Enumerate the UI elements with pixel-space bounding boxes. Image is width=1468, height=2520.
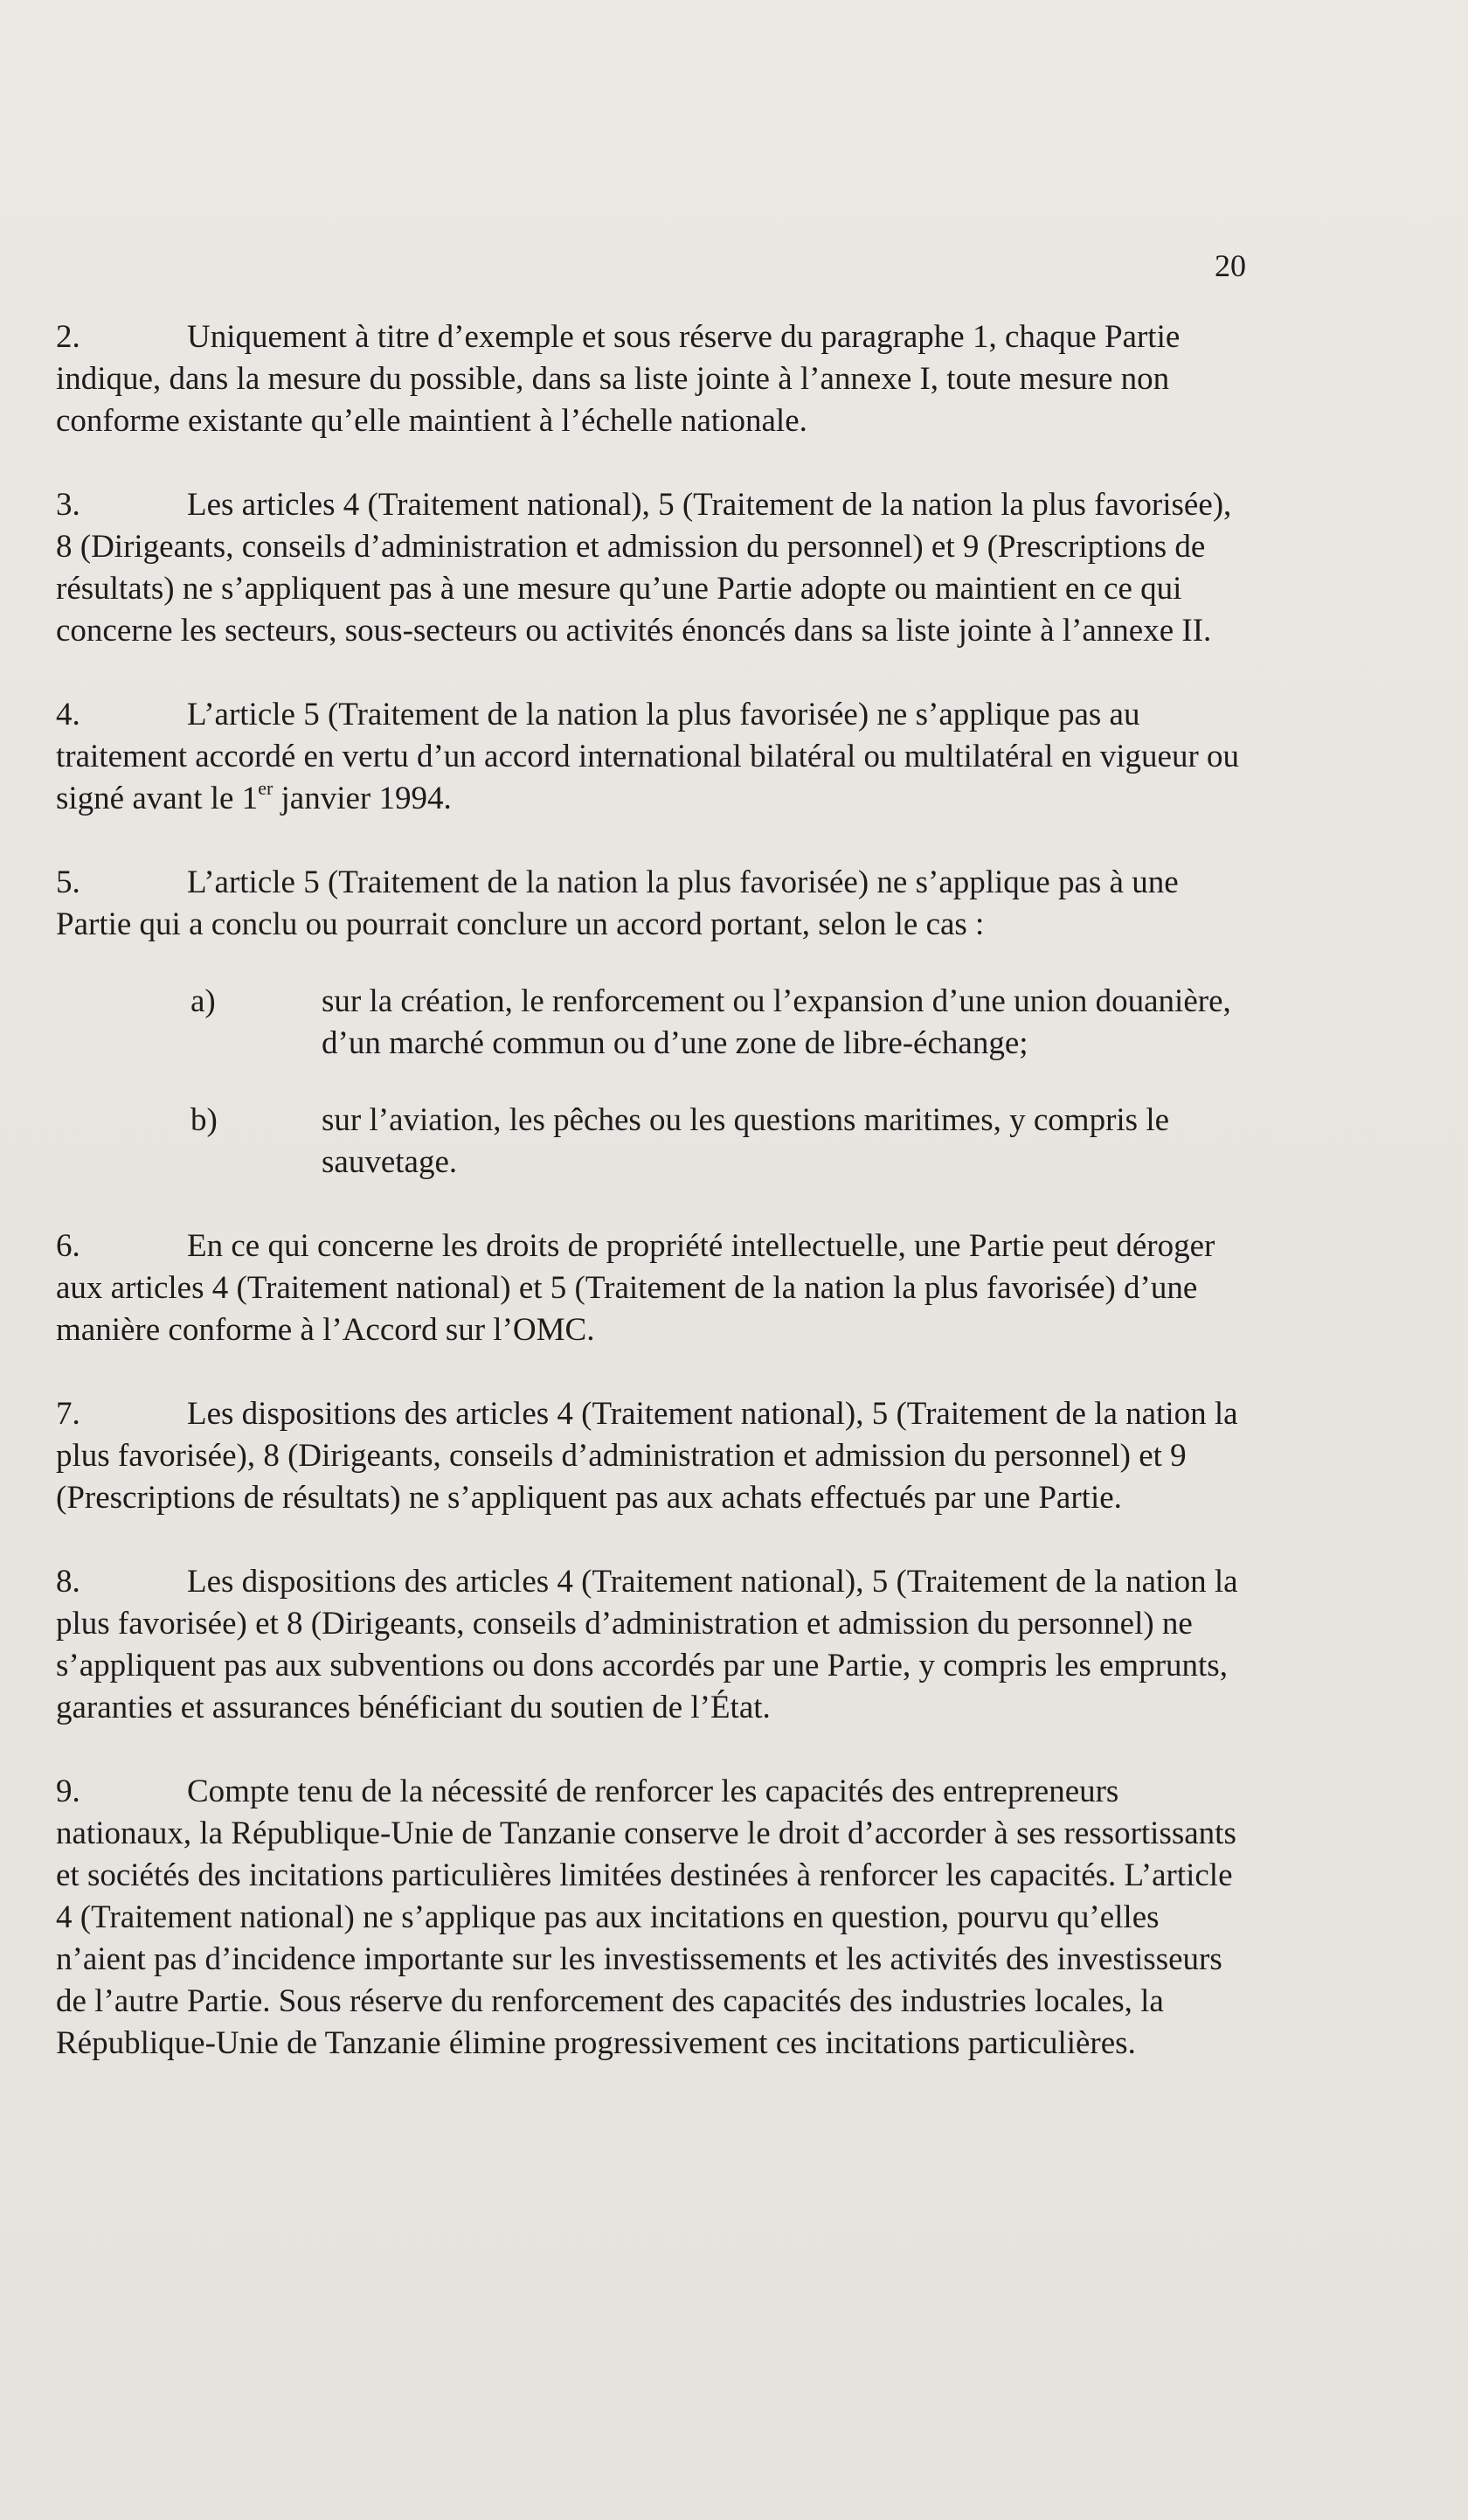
paragraph-2 — [56, 316, 1253, 442]
paragraph-text: En ce qui concerne les droits de propriété intellectuelle, une Partie peut déroger aux articles 4 (Traitement national) et 5 (Traitement de la nation la plus favorisée) d’une manière conforme à l’Accord sur l’OMC. — [56, 1228, 1215, 1348]
paragraph-text: Les dispositions des articles 4 (Traitement national), 5 (Traitement de la nation la plus favorisée), 8 (Dirigeants, conseils d’administration et admission du personnel) et 9 (Prescriptions de résultats) ne s’appliquent pas aux achats effectués par une Partie. — [56, 1396, 1238, 1516]
paragraph-text: Compte tenu de la nécessité de renforcer les capacités des entrepreneurs nationaux, la République-Unie de Tanzanie conserve le droit d’accorder à ses ressortissants et sociétés des incitations particulières limitées destinées à renforcer les capacités. L’article 4 (Traitement national) ne s’applique pas aux incitations en question, pourvu qu’elles n’aient pas d’incidence importante sur les investissements et les activités des investisseurs de l’autre Partie. Sous réserve du renforcement des capacités des industries locales, la République-Unie de Tanzanie élimine progressivement ces incitations particulières. — [56, 1774, 1236, 2061]
list-item-letter: a) — [190, 983, 216, 1019]
paragraph-number: 7. — [56, 1396, 80, 1432]
paragraph-6 — [56, 1225, 1253, 1351]
paragraph-text-end: janvier 1994. — [273, 781, 452, 816]
paragraph-text: Uniquement à titre d’exemple et sous réserve du paragraphe 1, chaque Partie indique, dans la mesure du possible, dans sa liste jointe à l’annexe I, toute mesure non conforme existante qu’elle maintient à l’échelle nationale. — [56, 319, 1181, 439]
ordinal-superscript: er — [258, 777, 274, 799]
paragraph-9 — [56, 1771, 1253, 2065]
paragraph-number: 4. — [56, 697, 80, 732]
list-item-b — [56, 1100, 1253, 1184]
paragraph-number: 3. — [56, 487, 80, 523]
paragraph-text: Les articles 4 (Traitement national), 5 (Traitement de la nation la plus favorisée), 8 (Dirigeants, conseils d’administration et admission du personnel) et 9 (Prescriptions de résultats) ne s’appliquent pas à une mesure qu’une Partie adopte ou maintient en ce qui concerne les secteurs, sous-secteurs ou activités énoncés dans sa liste jointe à l’annexe II. — [56, 487, 1232, 649]
paragraph-4 — [56, 694, 1253, 820]
paragraph-5 — [56, 862, 1253, 946]
list-item-text: sur l’aviation, les pêches ou les questions maritimes, y compris le sauvetage. — [322, 1102, 1170, 1180]
list-item-text: sur la création, le renforcement ou l’expansion d’une union douanière, d’un marché commun ou d’une zone de libre-échange; — [322, 983, 1231, 1061]
paragraph-7 — [56, 1393, 1253, 1519]
paragraph-text: Les dispositions des articles 4 (Traitement national), 5 (Traitement de la nation la plus favorisée) et 8 (Dirigeants, conseils d’administration et admission du personnel) ne s’appliquent pas aux subventions ou dons accordés par une Partie, y compris les emprunts, garanties et assurances bénéficiant du soutien de l’État. — [56, 1564, 1238, 1725]
paragraph-number: 6. — [56, 1228, 80, 1264]
paragraph-number: 2. — [56, 319, 80, 355]
paragraph-8 — [56, 1561, 1253, 1729]
page-number: 20 — [1215, 248, 1246, 283]
paragraph-text: L’article 5 (Traitement de la nation la plus favorisée) ne s’applique pas au traitement accordé en vertu d’un accord international bilatéral ou multilatéral en vigueur ou signé avant le 1 — [56, 697, 1240, 816]
document-body — [56, 316, 1253, 2107]
paragraph-number: 9. — [56, 1774, 80, 1809]
paragraph-number: 5. — [56, 864, 80, 900]
paragraph-number: 8. — [56, 1564, 80, 1600]
list-item-a — [56, 981, 1253, 1065]
paragraph-3 — [56, 484, 1253, 652]
paragraph-text: L’article 5 (Traitement de la nation la plus favorisée) ne s’applique pas à une Partie qui a conclu ou pourrait conclure un accord portant, selon le cas : — [56, 864, 1179, 942]
list-item-letter: b) — [190, 1102, 218, 1138]
